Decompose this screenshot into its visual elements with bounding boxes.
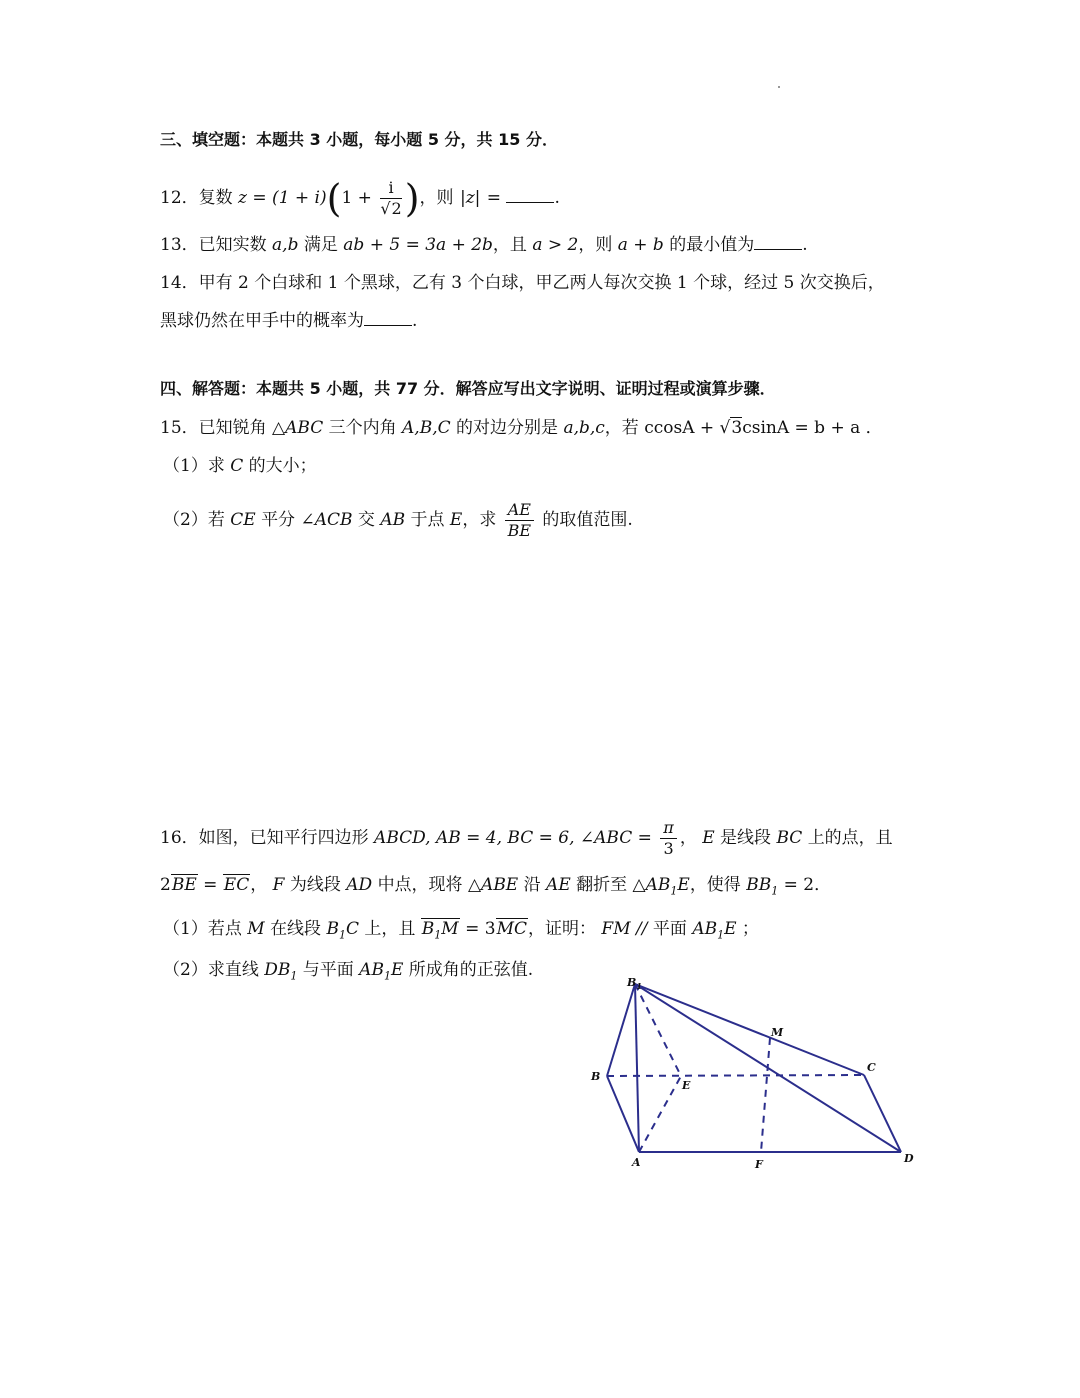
- edge-b1-a: [635, 984, 639, 1152]
- q14-answer-blank[interactable]: [364, 309, 412, 326]
- q16-number: 16．: [160, 828, 199, 848]
- edge-m-f-dashed: [761, 1038, 770, 1152]
- q13-equation: ab + 5 = 3a + 2b: [343, 235, 493, 255]
- q16-part1-b1c: [326, 919, 359, 942]
- q15-part2: [163, 500, 633, 541]
- q16-part1-end: ；: [741, 919, 759, 939]
- question-12: [160, 178, 560, 219]
- q15-part2-ab: AB: [380, 510, 406, 530]
- q16-part1-eq: = 3: [465, 919, 496, 939]
- question-16-line2: [160, 873, 831, 903]
- q16-part1-text5: 平面: [652, 919, 687, 939]
- q16-bb1-sub: 1: [771, 884, 779, 898]
- q16-part2-db: [264, 960, 298, 983]
- q16-text5: ，: [250, 875, 268, 895]
- q12-lhs: z = (1 + i): [238, 188, 327, 208]
- q16-bb1-val: = 2: [783, 875, 815, 895]
- q16-f-var: F: [272, 875, 285, 895]
- q16-part1-par: //: [636, 919, 648, 939]
- q12-fraction: [380, 178, 401, 219]
- figure-lines: [607, 984, 901, 1152]
- q16-part1-vec-b: B: [421, 919, 435, 939]
- edge-b1-c: [635, 984, 864, 1075]
- q13-text5: 的最小值为: [669, 235, 755, 255]
- q16-vec-be: BE: [171, 875, 197, 895]
- q16-part1-text4: ，证明：: [528, 919, 597, 939]
- q15-triangle: △ABC: [272, 418, 324, 438]
- q16-part2-db-sub: 1: [290, 969, 298, 983]
- q16-part1-text2: 在线段: [270, 919, 322, 939]
- q12-one-plus: 1 +: [341, 188, 372, 208]
- q13-answer-blank[interactable]: [754, 233, 802, 250]
- q16-part2: [163, 958, 533, 988]
- section3-heading: 三、填空题：本题共 3 小题，每小题 5 分，共 15 分．: [160, 130, 558, 149]
- label-b: B: [591, 1070, 601, 1083]
- q15-part1-var: C: [230, 456, 244, 476]
- q16-text2: ，: [679, 828, 697, 848]
- q13-text2: 满足: [303, 235, 338, 255]
- question-16-line1: [160, 818, 893, 859]
- geometry-figure: [585, 968, 925, 1178]
- edge-b-a: [607, 1076, 639, 1152]
- q16-text7: 中点，现将: [377, 875, 463, 895]
- question-14-line2: [160, 309, 417, 333]
- q12-abs-var: z: [465, 188, 475, 208]
- label-a: A: [632, 1156, 641, 1169]
- q15-end: ．: [865, 418, 883, 438]
- q12-equals: =: [486, 188, 502, 208]
- q16-text3: 是线段: [720, 828, 772, 848]
- q15-part2-text5: ，求: [462, 510, 497, 530]
- q16-part1-vec-m: M: [441, 919, 459, 939]
- q15-part1-label: （1）: [163, 456, 208, 476]
- q16-pi-num: π: [660, 818, 677, 839]
- q16-bc: BC: [776, 828, 803, 848]
- q16-part2-plane-e: E: [390, 960, 404, 980]
- q16-part1-text3: 上，且: [364, 919, 416, 939]
- q16-part2-text1: 求直线: [207, 960, 259, 980]
- label-f: F: [755, 1158, 763, 1171]
- q16-part1-vec-b1m: [421, 918, 460, 942]
- label-e: E: [682, 1079, 691, 1092]
- edge-a-e-dashed: [639, 1076, 681, 1152]
- q16-ad: AD: [346, 875, 373, 895]
- q15-part2-label: （2）: [163, 510, 208, 530]
- q15-eq-left: ccosA +: [644, 418, 715, 438]
- q16-part2-plane: [359, 960, 404, 983]
- q15-text3: 的对边分别是: [456, 418, 559, 438]
- q16-part2-plane-sub: 1: [383, 969, 391, 983]
- q16-part1-plane-e: E: [724, 919, 737, 939]
- q15-part2-den: BE: [507, 521, 532, 540]
- q13-text4: ，则: [578, 235, 613, 255]
- q15-part1-text1: 求: [207, 456, 225, 476]
- q16-bb1-main: BB: [746, 875, 772, 895]
- q15-part2-ce: CE: [230, 510, 256, 530]
- q16-ae: AE: [546, 875, 571, 895]
- q12-answer-blank[interactable]: [506, 186, 554, 203]
- q12-then: ，则: [419, 188, 454, 208]
- q15-sides: a,b,c: [563, 418, 605, 438]
- edge-b1-b: [607, 984, 635, 1076]
- q15-text2: 三个内角: [328, 418, 397, 438]
- q13-vars: a,b: [272, 235, 299, 255]
- q16-part1-b1c-sub: 1: [338, 928, 346, 942]
- q16-part1-plane-sub: 1: [717, 928, 725, 942]
- q16-coef2: 2: [160, 875, 171, 895]
- q12-end: .: [554, 188, 560, 208]
- q16-tri-ab1e-sub: 1: [670, 884, 678, 898]
- q16-part1-plane-ab: AB: [692, 919, 718, 939]
- q16-text6: 为线段: [289, 875, 341, 895]
- scan-speck: [778, 86, 780, 88]
- q16-part2-text3: 所成角的正弦值.: [408, 960, 534, 980]
- q16-part2-plane-ab: AB: [359, 960, 384, 980]
- label-d: D: [904, 1152, 914, 1165]
- q14-line2: 黑球仍然在甲手中的概率为: [160, 311, 364, 331]
- q16-tri-ab1e-main: △AB: [632, 875, 671, 895]
- q16-tri-ab1e: [632, 875, 690, 898]
- q16-tri-abe: △ABE: [467, 875, 519, 895]
- q15-part2-num: AE: [505, 500, 534, 521]
- q14-end: .: [412, 311, 418, 331]
- q16-part1-fm: FM: [601, 919, 631, 939]
- q15-text4: ，若: [604, 418, 639, 438]
- q16-part2-label: （2）: [163, 960, 208, 980]
- q16-text9: 翻折至: [576, 875, 628, 895]
- q16-part1-vec-sub: 1: [434, 928, 442, 942]
- q13-expr: a + b: [617, 235, 664, 255]
- q15-sqrt: √3: [719, 418, 743, 438]
- q15-sqrt-arg: 3: [731, 418, 743, 438]
- q16-e-var: E: [702, 828, 715, 848]
- q16-text4: 上的点，且: [807, 828, 893, 848]
- q12-abs: |z|: [459, 188, 481, 208]
- q15-part2-text1: 若: [207, 510, 225, 530]
- q15-angles: A,B,C: [402, 418, 451, 438]
- q12-frac-num: i: [380, 178, 401, 199]
- edge-b-c-dashed: [607, 1075, 864, 1076]
- q12-frac-den: √2: [380, 199, 402, 218]
- q12-number: 12．: [160, 188, 199, 208]
- q16-bb1: [746, 875, 779, 898]
- q12-close-paren: ): [404, 176, 420, 221]
- q16-part1-text1: 若点: [207, 919, 242, 939]
- q16-part2-text2: 与平面: [302, 960, 354, 980]
- q16-part1-vec-mc: MC: [496, 919, 528, 939]
- q16-text1: 如图，已知平行四边形: [198, 828, 369, 848]
- q16-text8: 沿: [523, 875, 541, 895]
- q16-given: ABCD, AB = 4, BC = 6, ∠ABC =: [374, 828, 652, 848]
- q13-text1: 已知实数: [198, 235, 267, 255]
- label-c: C: [867, 1061, 876, 1074]
- question-13: [160, 233, 808, 257]
- q13-cond: a > 2: [532, 235, 579, 255]
- q15-text1: 已知锐角: [198, 418, 267, 438]
- q16-pi-fraction: [660, 818, 677, 859]
- q16-part1-b1c-c: C: [345, 919, 359, 939]
- q16-pi-den: 3: [663, 839, 674, 858]
- q15-number: 15．: [160, 418, 199, 438]
- q15-part2-text3: 交: [357, 510, 375, 530]
- q16-part1-m: M: [247, 919, 265, 939]
- q16-part1: [163, 917, 759, 947]
- q16-end: ．: [814, 875, 832, 895]
- q15-part2-e: E: [449, 510, 463, 530]
- q16-part1-b1c-b: B: [326, 919, 339, 939]
- q16-text10: ，使得: [689, 875, 741, 895]
- q16-eq: =: [203, 875, 218, 895]
- label-b1: $B_1$: [627, 976, 642, 991]
- q15-part2-angle: ∠ACB: [300, 510, 353, 530]
- q16-part1-plane: [692, 919, 737, 942]
- q13-number: 13．: [160, 235, 199, 255]
- q12-prefix: 复数: [198, 188, 233, 208]
- q15-part2-fraction: [505, 500, 534, 541]
- question-14-line1: [160, 271, 885, 295]
- q15-eq-right: csinA = b + a: [742, 418, 861, 438]
- q14-line1: 甲有 2 个白球和 1 个黑球，乙有 3 个白球，甲乙两人每次交换 1 个球，经过 5 次交换后，: [198, 273, 885, 293]
- label-m: M: [771, 1026, 784, 1039]
- q15-part2-text4: 于点: [410, 510, 445, 530]
- question-15: [160, 416, 883, 440]
- section4-heading: 四、解答题：本题共 5 小题，共 77 分．解答应写出文字说明、证明过程或演算步骤．: [160, 379, 776, 398]
- q15-part2-text6: 的取值范围.: [542, 510, 633, 530]
- q15-part1: [163, 454, 317, 478]
- q16-vec-ec: EC: [223, 875, 250, 895]
- q13-end: .: [802, 235, 808, 255]
- q12-open-paren: (: [326, 176, 342, 221]
- q13-text3: ，且: [492, 235, 527, 255]
- q15-part1-text2: 的大小；: [248, 456, 317, 476]
- q12-sqrt-arg: 2: [391, 199, 402, 218]
- q15-part2-text2: 平分: [261, 510, 296, 530]
- q16-part1-label: （1）: [163, 919, 208, 939]
- q16-part2-db-main: DB: [264, 960, 291, 980]
- q16-tri-ab1e-end: E: [677, 875, 690, 895]
- q14-number: 14．: [160, 273, 199, 293]
